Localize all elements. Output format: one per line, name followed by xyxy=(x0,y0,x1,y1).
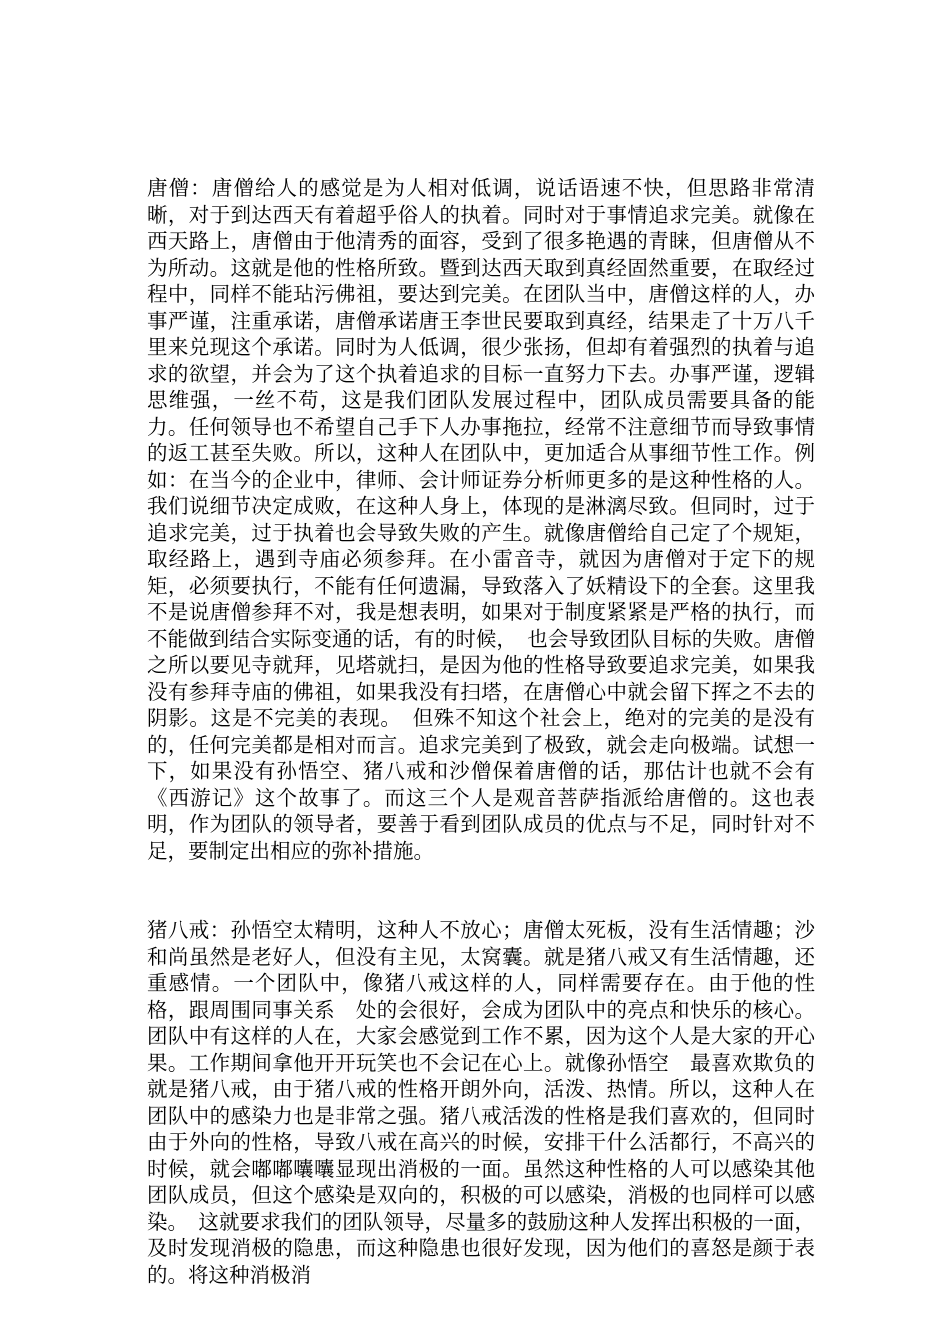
paragraph-zhu-bajie: 猪八戒：孙悟空太精明，这种人不放心；唐僧太死板，没有生活情趣；沙和尚虽然是老好人，但没有主见，太窝囊。就是猪八戒又有生活情趣，还重感情。一个团队中，像猪八戒这样的人，同样需要存在。由于他的性格，跟周围同事关系 处的会很好，会成为团队中的亮点和快乐的核心。团队中有这样的人在，大家会感觉到工作不累，因为这个人是大家的开心果。工作期间拿他开开玩笑也不会记在心上。就像孙悟空 最喜欢欺负的就是猪八戒，由于猪八戒的性格开朗外向，活泼、热情。所以，这种人在团队中的感染力也是非常之强。猪八戒活泼的性格是我们喜欢的，但同时由于外向的性格，导致八戒在高兴的时候，安排干什么活都行，不高兴的时候，就会嘟嘟囔囔显现出消极的一面。虽然这种性格的人可以感染其他团队成员，但这个感染是双向的，积极的可以感染，消极的也同样可以感染。 这就要求我们的团队领导，尽量多的鼓励这种人发挥出积极的一面，及时发现消极的隐患，而这种隐患也很好发现，因为他们的喜怒是颜于表的。将这种消极消 xyxy=(147,918,815,1287)
body-text xyxy=(147,122,815,1341)
paragraph-tang-seng: 唐僧：唐僧给人的感觉是为人相对低调，说话语速不快，但思路非常清晰，对于到达西天有着超乎俗人的执着。同时对于事情追求完美。就像在西天路上，唐僧由于他清秀的面容，受到了很多艳遇的青睐，但唐僧从不为所动。这就是他的性格所致。暨到达西天取到真经固然重要，在取经过程中，同样不能玷污佛祖，要达到完美。在团队当中，唐僧这样的人，办事严谨，注重承诺，唐僧承诺唐王李世民要取到真经，结果走了十万八千里来兑现这个承诺。同时为人低调，很少张扬，但却有着强烈的执着与追求的欲望，并会为了这个执着追求的目标一直努力下去。办事严谨，逻辑思维强，一丝不苟，这是我们团队发展过程中，团队成员需要具备的能力。任何领导也不希望自己手下人办事拖拉，经常不注意细节而导致事情的返工甚至失败。所以，这种人在团队中，更加适合从事细节性工作。例如：在当今的企业中，律师、会计师证券分析师更多的是这种性格的人。我们说细节决定成败，在这种人身上，体现的是淋漓尽致。但同时，过于追求完美，过于执着也会导致失败的产生。就像唐僧给自己定了个规矩，取经路上，遇到寺庙必须参拜。在小雷音寺，就因为唐僧对于定下的规矩，必须要执行，不能有任何遗漏，导致落入了妖精设下的全套。这里我不是说唐僧参拜不对，我是想表明，如果对于制度紧紧是严格的执行，而不能做到结合实际变通的话，有的时候， 也会导致团队目标的失败。唐僧之所以要见寺就拜，见塔就扫，是因为他的性格导致要追求完美，如果我没有参拜寺庙的佛祖，如果我没有扫塔，在唐僧心中就会留下挥之不去的阴影。这是不完美的表现。 但殊不知这个社会上，绝对的完美的是没有的，任何完美都是相对而言。追求完美到了极致，就会走向极端。试想一下，如果没有孙悟空、猪八戒和沙僧保着唐僧的话，那估计也就不会有《西游记》这个故事了。而这三个人是观音菩萨指派给唐僧的。这也表明，作为团队的领导者，要善于看到团队成员的优点与不足，同时针对不足，要制定出相应的弥补措施。 xyxy=(147,176,815,863)
